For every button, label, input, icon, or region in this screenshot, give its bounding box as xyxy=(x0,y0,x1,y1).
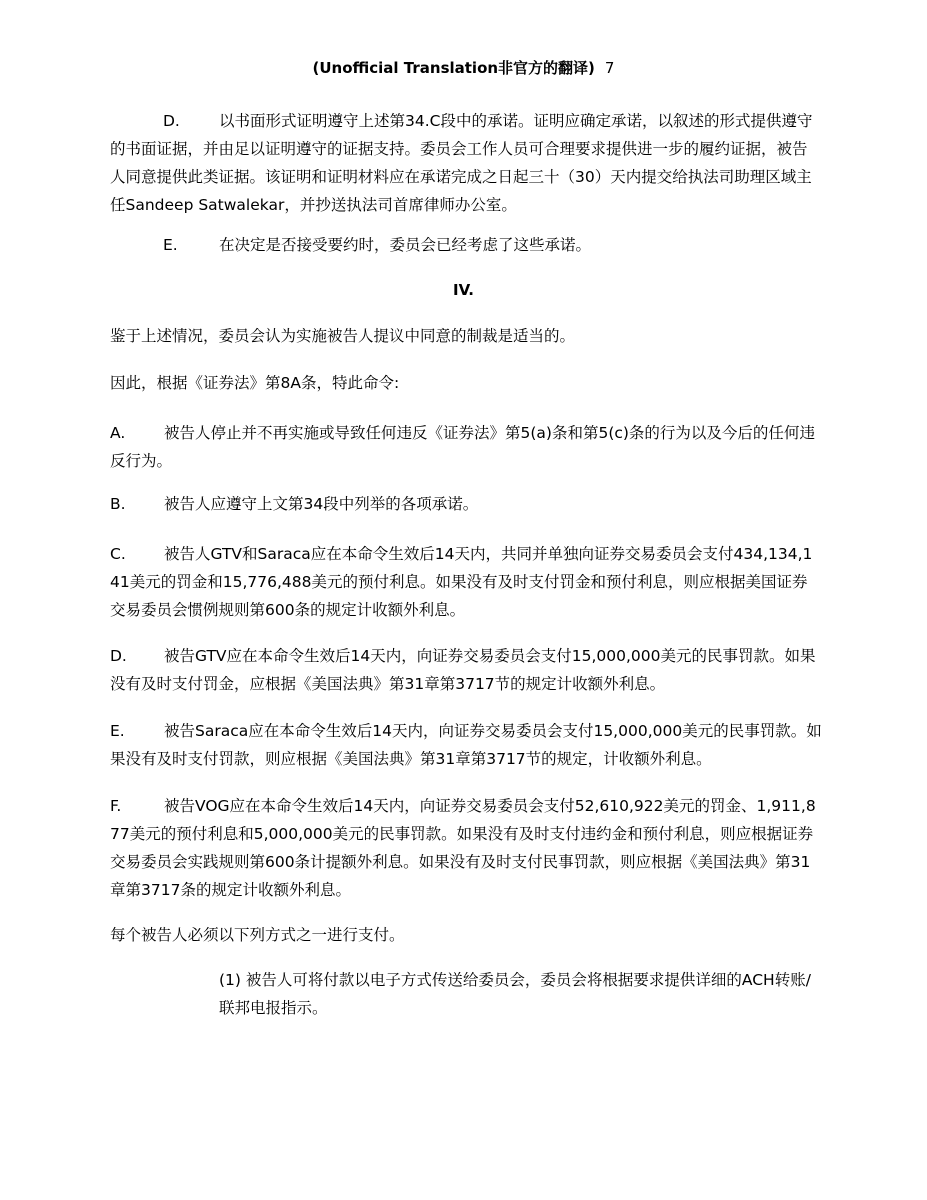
order-item-label: D. xyxy=(110,647,127,665)
order-item-text: 434,134,141美元的罚金和15,776,488美元的预付利息。如果没有及时支付罚金和预付利息，则应根据美国证券交易委员会惯例规则第600条的规定计收额外利息。 xyxy=(110,545,813,619)
paragraph-iii-d xyxy=(110,107,822,219)
section-iv-intro-1: 鉴于上述情况，委员会认为实施被告人提议中同意的制裁是适当的。 xyxy=(110,327,576,345)
order-item-text: 何违反行为。 xyxy=(110,424,815,470)
order-item-label: C. xyxy=(110,545,126,563)
order-item-a xyxy=(110,419,822,475)
order-item-label: F. xyxy=(110,797,122,815)
order-item-c xyxy=(110,540,822,624)
order-item-f xyxy=(110,792,822,904)
order-item-text-first-line: 被告GTV应在本命令生效后14天内，向证券交易委员会支付15,000,000美元的民事罚款。如 xyxy=(164,647,801,665)
order-item-text-first-line: 被告人应遵守上文第34段中列举的各项承诺。 xyxy=(164,495,479,513)
order-item-text: 果没有及时支付罚金，应根据《美国法典》第31章第3717节的规定计收额外利息。 xyxy=(110,647,816,693)
order-item-d xyxy=(110,642,822,698)
order-item-b xyxy=(110,490,822,518)
paragraph-text-first-line: 以书面形式证明遵守上述第34.C段中的承诺。证明应确定承诺，以叙述的形式提供 xyxy=(219,112,782,130)
order-item-text: 如果没有及时支付罚款，则应根据《美国法典》第31章第3717节的规定，计收额外利息。 xyxy=(110,722,822,768)
section-heading-iv: IV. xyxy=(453,281,474,299)
order-item-label: A. xyxy=(110,424,126,442)
payment-intro: 每个被告人必须以下列方式之一进行支付。 xyxy=(110,926,405,944)
order-item-text-first-line: 被告人GTV和Saraca应在本命令生效后14天内，共同并单独向证券交易委员会支付 xyxy=(164,545,734,563)
page-header xyxy=(0,58,927,78)
order-item-text-first-line: 被告Saraca应在本命令生效后14天内，向证券交易委员会支付15,000,000美元的民事罚款。 xyxy=(164,722,807,740)
paragraph-text: 在决定是否接受要约时，委员会已经考虑了这些承诺。 xyxy=(219,236,592,254)
page-number: 7 xyxy=(604,59,615,77)
paragraph-label: D. xyxy=(163,112,180,130)
paragraph-iii-e xyxy=(110,231,822,259)
order-item-text: 1,911,877美元的预付利息和5,000,000美元的民事罚款。如果没有及时支付违约金和预付利息，则应根据证券交易委员会实践规则第600条计提额外利息。如果没有及时支付民事罚款，则应根据《美国法典》第31章第3717条的规定计收额外利息。 xyxy=(110,797,816,899)
order-item-label: B. xyxy=(110,495,126,513)
paragraph-label: E. xyxy=(163,236,178,254)
order-item-text-first-line: 被告VOG应在本命令生效后14天内，向证券交易委员会支付52,610,922美元的罚金、 xyxy=(164,797,757,815)
payment-option-1: (1) 被告人可将付款以电子方式传送给委员会，委员会将根据要求提供详细的ACH转账/联邦电报指示。 xyxy=(219,971,811,1017)
order-item-text-first-line: 被告人停止并不再实施或导致任何违反《证券法》第5(a)条和第5(c)条的行为以及今后的任 xyxy=(164,424,784,442)
paragraph-text: 遵守的书面证据，并由足以证明遵守的证据支持。委员会工作人员可合理要求提供进一步的履约证据，被告人同意提供此类证据。该证明和证明材料应在承诺完成之日起三十（30）天内提交给执法司助理区域主任Sandeep Satwalekar，并抄送执法司首席律师办公室。 xyxy=(110,112,813,214)
section-iv-intro-2: 因此，根据《证券法》第8A条，特此命令: xyxy=(110,374,400,392)
order-item-e xyxy=(110,717,822,773)
header-title: (Unofficial Translation非官方的翻译) xyxy=(312,59,595,77)
order-item-label: E. xyxy=(110,722,125,740)
